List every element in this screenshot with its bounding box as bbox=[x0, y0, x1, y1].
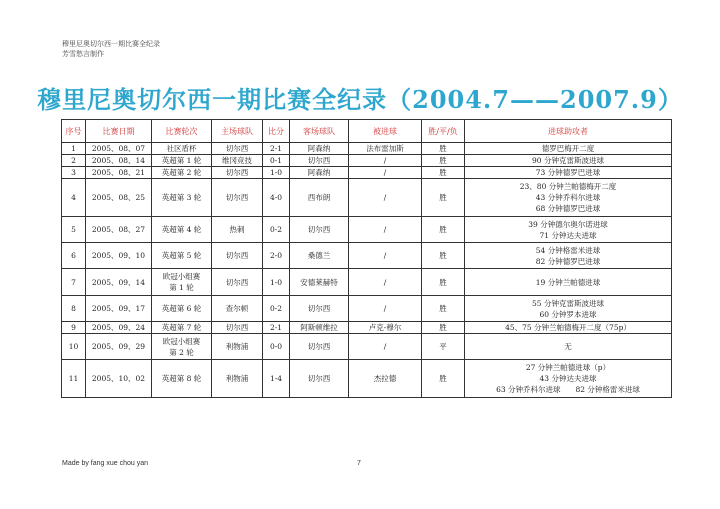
away-team-cell: 西布朗 bbox=[290, 179, 349, 217]
match-round-cell bbox=[152, 296, 212, 322]
result-cell: 胜 bbox=[422, 179, 465, 217]
scorers-line: 19 分钟兰帕德进球 bbox=[535, 277, 601, 287]
scorers-line: 27 分钟兰帕德进球（p） bbox=[525, 363, 611, 372]
match-round-line: 英超第 5 轮 bbox=[161, 251, 202, 260]
column-header: 进球助攻者 bbox=[465, 120, 672, 143]
table-row bbox=[62, 143, 672, 155]
scorers-line: 71 分钟达夫进球 bbox=[539, 230, 597, 240]
match-date-cell: 2005、10、02 bbox=[86, 360, 152, 398]
column-header: 比赛日期 bbox=[86, 120, 152, 143]
away-team-cell: 切尔西 bbox=[290, 360, 349, 398]
match-round-line: 英超第 4 轮 bbox=[161, 225, 202, 234]
row-number-cell: 11 bbox=[62, 360, 86, 398]
scorers-cell bbox=[465, 179, 672, 217]
scorers-line: 73 分钟德罗巴进球 bbox=[535, 168, 601, 177]
column-header: 被进球 bbox=[349, 120, 422, 143]
conceded-by-cell: / bbox=[349, 179, 422, 217]
scorers-line: 63 分钟乔科尔进球 82 分钟格雷米进球 bbox=[496, 385, 640, 394]
home-team-cell: 利物浦 bbox=[212, 360, 263, 398]
conceded-by-cell: / bbox=[349, 296, 422, 322]
table-row bbox=[62, 155, 672, 167]
scorers-cell bbox=[465, 360, 672, 398]
away-team-cell: 阿森纳 bbox=[290, 143, 349, 155]
score-cell: 2-1 bbox=[263, 322, 290, 334]
header-author: 芳雪愁言制作 bbox=[62, 50, 104, 58]
scorers-line: 45、75 分钟兰帕德梅开二度（75p） bbox=[505, 323, 631, 332]
home-team-cell: 查尔顿 bbox=[212, 296, 263, 322]
scorers-line: 23、80 分钟兰帕德梅开二度 bbox=[519, 182, 617, 191]
result-cell: 胜 bbox=[422, 322, 465, 334]
row-number-cell: 5 bbox=[62, 217, 86, 243]
row-number-cell: 9 bbox=[62, 322, 86, 334]
scorers-line: 无 bbox=[564, 342, 572, 351]
match-round-line: 英超第 7 轮 bbox=[161, 323, 202, 332]
column-header: 客场球队 bbox=[290, 120, 349, 143]
match-date-cell: 2005、08、25 bbox=[86, 179, 152, 217]
conceded-by-cell: 卢克-穆尔 bbox=[349, 322, 422, 334]
match-round-cell bbox=[152, 243, 212, 269]
away-team-cell: 阿森纳 bbox=[290, 167, 349, 179]
match-round-line: 英超第 1 轮 bbox=[161, 156, 202, 165]
match-round-cell bbox=[152, 179, 212, 217]
conceded-by-cell: / bbox=[349, 334, 422, 360]
match-round-cell bbox=[152, 360, 212, 398]
score-cell: 2-0 bbox=[263, 243, 290, 269]
table-row bbox=[62, 296, 672, 322]
score-cell: 1-4 bbox=[263, 360, 290, 398]
table-row bbox=[62, 243, 672, 269]
result-cell: 胜 bbox=[422, 360, 465, 398]
home-team-cell: 切尔西 bbox=[212, 322, 263, 334]
row-number-cell: 1 bbox=[62, 143, 86, 155]
scorers-cell bbox=[465, 269, 672, 296]
score-cell: 1-0 bbox=[263, 269, 290, 296]
scorers-line: 90 分钟克雷斯波进球 bbox=[532, 156, 604, 165]
page-number: 7 bbox=[357, 460, 361, 467]
row-number-cell: 8 bbox=[62, 296, 86, 322]
away-team-cell: 阿斯顿维拉 bbox=[290, 322, 349, 334]
match-date-cell: 2005、09、10 bbox=[86, 243, 152, 269]
match-date-cell: 2005、09、17 bbox=[86, 296, 152, 322]
scorers-line: 54 分钟格雷米进球 bbox=[535, 245, 601, 255]
score-cell: 1-0 bbox=[263, 167, 290, 179]
match-date-cell: 2005、08、14 bbox=[86, 155, 152, 167]
match-date-cell: 2005、08、27 bbox=[86, 217, 152, 243]
scorers-cell bbox=[465, 143, 672, 155]
document-title: 穆里尼奥切尔西一期比赛全纪录（2004.7——2007.9） bbox=[37, 85, 683, 114]
table-body bbox=[62, 143, 672, 398]
scorers-cell bbox=[465, 334, 672, 360]
scorers-line: 60 分钟罗本进球 bbox=[539, 309, 597, 319]
page-header bbox=[62, 39, 160, 59]
match-round-line: 第 2 轮 bbox=[169, 347, 194, 357]
scorers-cell bbox=[465, 155, 672, 167]
match-round-cell bbox=[152, 322, 212, 334]
match-round-line: 英超第 3 轮 bbox=[161, 193, 202, 202]
match-round-line: 英超第 6 轮 bbox=[161, 304, 202, 313]
scorers-line: 43 分钟乔科尔进球 bbox=[535, 193, 601, 202]
match-date-cell: 2005、08、21 bbox=[86, 167, 152, 179]
scorers-cell bbox=[465, 243, 672, 269]
home-team-cell: 切尔西 bbox=[212, 269, 263, 296]
home-team-cell: 切尔西 bbox=[212, 243, 263, 269]
footer-credit: Made by fang xue chou yan bbox=[62, 460, 149, 467]
row-number-cell: 10 bbox=[62, 334, 86, 360]
column-header: 比分 bbox=[263, 120, 290, 143]
away-team-cell: 切尔西 bbox=[290, 155, 349, 167]
scorers-line: 55 分钟克雷斯波进球 bbox=[532, 298, 604, 308]
score-cell: 0-2 bbox=[263, 217, 290, 243]
table-row bbox=[62, 269, 672, 296]
away-team-cell: 切尔西 bbox=[290, 217, 349, 243]
home-team-cell: 切尔西 bbox=[212, 143, 263, 155]
match-round-cell bbox=[152, 155, 212, 167]
result-cell: 胜 bbox=[422, 269, 465, 296]
home-team-cell: 切尔西 bbox=[212, 167, 263, 179]
table-row bbox=[62, 322, 672, 334]
match-round-line: 欧冠小组赛 bbox=[162, 272, 201, 281]
match-date-cell: 2005、09、14 bbox=[86, 269, 152, 296]
home-team-cell: 维冈竞技 bbox=[212, 155, 263, 167]
scorers-cell bbox=[465, 296, 672, 322]
row-number-cell: 4 bbox=[62, 179, 86, 217]
conceded-by-cell: 杰拉德 bbox=[349, 360, 422, 398]
column-header: 胜/平/负 bbox=[422, 120, 465, 143]
result-cell: 胜 bbox=[422, 167, 465, 179]
away-team-cell: 切尔西 bbox=[290, 334, 349, 360]
match-round-line: 第 1 轮 bbox=[169, 283, 194, 292]
conceded-by-cell: / bbox=[349, 269, 422, 296]
scorers-line: 43 分钟达夫进球 bbox=[539, 374, 597, 383]
column-header: 比赛轮次 bbox=[152, 120, 212, 143]
table-row bbox=[62, 334, 672, 360]
conceded-by-cell: / bbox=[349, 243, 422, 269]
score-cell: 0-2 bbox=[263, 296, 290, 322]
result-cell: 胜 bbox=[422, 143, 465, 155]
match-round-line: 英超第 8 轮 bbox=[161, 374, 202, 383]
match-round-cell bbox=[152, 143, 212, 155]
match-round-cell bbox=[152, 167, 212, 179]
match-date-cell: 2005、09、29 bbox=[86, 334, 152, 360]
row-number-cell: 6 bbox=[62, 243, 86, 269]
table-row bbox=[62, 167, 672, 179]
scorers-line: 39 分钟德尔奥尔诺进球 bbox=[528, 219, 608, 229]
table-header-row bbox=[62, 120, 672, 143]
scorers-cell bbox=[465, 217, 672, 243]
match-round-cell bbox=[152, 269, 212, 296]
conceded-by-cell: 法布雷加斯 bbox=[349, 143, 422, 155]
result-cell: 胜 bbox=[422, 217, 465, 243]
scorers-cell bbox=[465, 167, 672, 179]
match-round-cell bbox=[152, 334, 212, 360]
home-team-cell: 热刺 bbox=[212, 217, 263, 243]
scorers-cell bbox=[465, 322, 672, 334]
result-cell: 胜 bbox=[422, 243, 465, 269]
score-cell: 0-0 bbox=[263, 334, 290, 360]
conceded-by-cell: / bbox=[349, 217, 422, 243]
conceded-by-cell: / bbox=[349, 155, 422, 167]
match-date-cell: 2005、09、24 bbox=[86, 322, 152, 334]
row-number-cell: 3 bbox=[62, 167, 86, 179]
row-number-cell: 7 bbox=[62, 269, 86, 296]
column-header: 主场球队 bbox=[212, 120, 263, 143]
table-row bbox=[62, 217, 672, 243]
result-cell: 平 bbox=[422, 334, 465, 360]
score-cell: 0-1 bbox=[263, 155, 290, 167]
match-date-cell: 2005、08、07 bbox=[86, 143, 152, 155]
column-header: 序号 bbox=[62, 120, 86, 143]
conceded-by-cell: / bbox=[349, 167, 422, 179]
away-team-cell: 切尔西 bbox=[290, 296, 349, 322]
match-round-line: 英超第 2 轮 bbox=[161, 168, 202, 177]
match-records-table bbox=[61, 119, 672, 398]
result-cell: 胜 bbox=[422, 155, 465, 167]
result-cell: 胜 bbox=[422, 296, 465, 322]
scorers-line: 82 分钟德罗巴进球 bbox=[535, 256, 601, 266]
scorers-line: 68 分钟德罗巴进球 bbox=[535, 204, 601, 213]
match-round-cell bbox=[152, 217, 212, 243]
match-round-line: 欧冠小组赛 bbox=[162, 336, 201, 346]
score-cell: 2-1 bbox=[263, 143, 290, 155]
home-team-cell: 利物浦 bbox=[212, 334, 263, 360]
scorers-line: 德罗巴梅开二度 bbox=[541, 144, 595, 153]
header-title: 穆里尼奥切尔西一期比赛全纪录 bbox=[62, 40, 160, 48]
table-row bbox=[62, 179, 672, 217]
away-team-cell: 安德莱赫特 bbox=[290, 269, 349, 296]
score-cell: 4-0 bbox=[263, 179, 290, 217]
match-round-line: 社区盾杯 bbox=[166, 144, 197, 153]
table-row bbox=[62, 360, 672, 398]
row-number-cell: 2 bbox=[62, 155, 86, 167]
away-team-cell: 桑德兰 bbox=[290, 243, 349, 269]
home-team-cell: 切尔西 bbox=[212, 179, 263, 217]
